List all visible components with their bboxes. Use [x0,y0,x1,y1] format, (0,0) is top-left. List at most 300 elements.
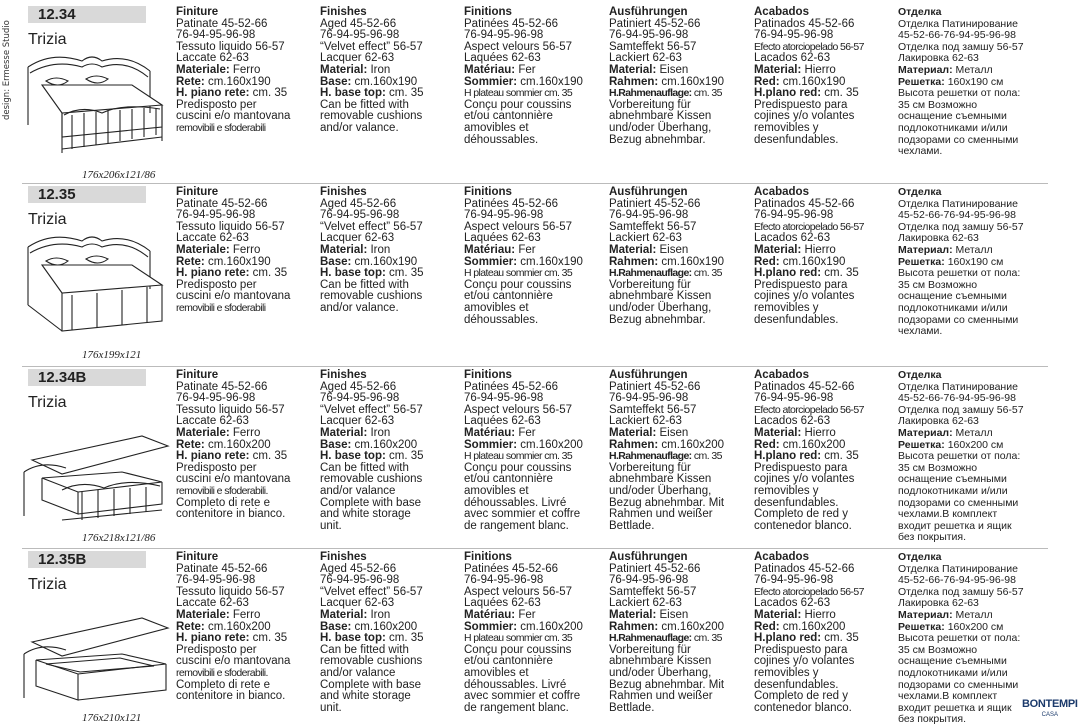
spec-line: 76-94-95-96-98 [609,392,689,405]
spec-line: 76-94-95-96-98 [754,209,834,222]
spec-line: und/oder Überhang, [609,301,712,314]
brand-sub: CASA [1041,712,1058,718]
spec-line: H. base top: cm. 35 [320,632,424,645]
spec-line: Red: cm.160x190 [754,255,846,268]
spec-line: Tessuto liquido 56-57 [176,40,285,53]
spec-line: Patinées 45-52-66 [464,17,558,30]
spec-line: Rete: cm.160x190 [176,255,271,268]
spec-line: оснащение съемными [898,473,1007,486]
spec-line: Lacquer 62-63 [320,52,395,65]
spec-line: removable cushions [320,290,423,303]
spec-line: cojines y/o volantes [754,473,855,486]
spec-line: 76-94-95-96-98 [464,29,544,42]
col-english [320,552,462,714]
spec-line: and white storage [320,508,411,521]
col-russian [898,370,1048,544]
spec-line: cojines y/o volantes [754,110,855,123]
spec-line: déhoussables. [464,313,539,326]
col-english [320,370,462,532]
spec-line: Lacquer 62-63 [320,597,395,610]
spec-line: Laccate 62-63 [176,52,249,65]
spec-line: Laccate 62-63 [176,232,249,245]
spec-line: 76-94-95-96-98 [464,392,544,405]
spec-line: “Velvet effect” 56-57 [320,403,423,416]
dimensions: 176x206x121/86 [82,169,156,181]
spec-line: Vorbereitung für [609,643,691,656]
spec-header: Acabados [754,369,809,381]
spec-line: Base: cm.160x190 [320,75,418,88]
spec-header: Finitions [464,551,512,563]
product-row [22,548,1048,726]
spec-line: Predisposto per [176,278,257,291]
spec-line: Материал: Металл [898,63,993,76]
spec-line: оснащение съемными [898,290,1007,303]
col-french [464,552,606,714]
spec-line: подзорами со сменными [898,678,1019,691]
spec-line: H.Rahmenauflage: cm. 35 [609,267,722,280]
spec-line: Lackiert 62-63 [609,232,682,245]
spec-line: H.plano red: cm. 35 [754,87,859,100]
spec-header: Ausführungen [609,6,688,18]
spec-line: Высота решетки от пола: [898,632,1021,645]
spec-line: Efecto atorciopelado 56-57 [754,403,864,416]
spec-line: 76-94-95-96-98 [320,209,400,222]
spec-line: abnehmbare Kissen [609,655,712,668]
spec-line: 45-52-66-76-94-95-96-98 [898,29,1016,42]
spec-header: Ausführungen [609,186,688,198]
spec-line: Completo di rete e [176,678,270,691]
spec-line: Решетка: 160x200 см [898,620,1004,633]
bed-illustration [22,416,172,526]
spec-line: Лакировка 62-63 [898,415,979,428]
spec-line: removable cushions [320,473,423,486]
spec-line: déhoussables. Livré [464,496,567,509]
col-italian [176,552,318,703]
spec-line: und/oder Überhang, [609,484,712,497]
spec-line: Лакировка 62-63 [898,52,979,65]
brand-logo [1022,694,1078,718]
spec-line: Red: cm.160x190 [754,75,846,88]
row-divider [22,548,1048,549]
col-spanish [754,7,896,146]
spec-line: et/ou cantonnière [464,655,553,668]
spec-line: amovibles et [464,121,529,134]
spec-line: Red: cm.160x200 [754,438,846,451]
spec-line: Patinate 45-52-66 [176,380,268,393]
spec-header: Отделка [898,6,942,18]
spec-line: Completo de red y [754,508,848,521]
spec-line: removibles y [754,666,819,679]
spec-line: Conçu pour coussins [464,98,572,111]
spec-line: без покрытия. [898,713,967,726]
col-french [464,187,606,326]
spec-line: Base: cm.160x200 [320,620,418,633]
spec-line: подлокотниками и/или [898,666,1008,679]
spec-line: Rahmen und weißer [609,690,713,703]
col-german [609,370,751,532]
spec-line: Lacados 62-63 [754,597,831,610]
spec-line: and/or valance [320,484,396,497]
spec-line: Laccate 62-63 [176,415,249,428]
spec-header: Finiture [176,186,219,198]
spec-line: Patinados 45-52-66 [754,380,855,393]
spec-line: Laquées 62-63 [464,232,541,245]
spec-line: déhoussables. Livré [464,678,567,691]
spec-line: Samteffekt 56-57 [609,403,697,416]
col-spanish [754,552,896,714]
spec-line: Predispuesto para [754,461,848,474]
col-french [464,370,606,532]
spec-line: Predisposto per [176,643,257,656]
spec-line: чехлами. [898,145,943,158]
spec-line: Matériau: Fer [464,426,536,439]
col-russian [898,7,1048,158]
spec-line: und/oder Überhang, [609,121,712,134]
spec-line: Tessuto liquido 56-57 [176,403,285,416]
spec-line: 76-94-95-96-98 [464,574,544,587]
spec-line: desenfundables. [754,678,839,691]
spec-line: unit. [320,701,342,714]
spec-line: Complete with base [320,678,421,691]
spec-line: Rahmen: cm.160x200 [609,438,725,451]
spec-line: 35 см Возможно [898,278,978,291]
spec-header: Отделка [898,369,942,381]
spec-line: оснащение съемными [898,110,1007,123]
spec-line: cuscini e/o mantovana [176,473,291,486]
spec-line: unit. [320,519,342,532]
dimensions: 176x210x121 [82,712,142,724]
spec-line: Samteffekt 56-57 [609,585,697,598]
spec-line: Conçu pour coussins [464,461,572,474]
product-code: 12.34 [28,6,146,23]
spec-line: contenitore in bianco. [176,690,286,703]
spec-line: Vorbereitung für [609,278,691,291]
spec-line: Patinées 45-52-66 [464,197,558,210]
col-german [609,7,751,146]
spec-line: Samteffekt 56-57 [609,40,697,53]
spec-line: входит решетка и ящик [898,519,1012,532]
spec-line: Material: Iron [320,426,391,439]
spec-line: Material: Iron [320,243,391,256]
product-code: 12.34B [28,369,146,386]
spec-header: Finishes [320,6,367,18]
spec-line: Материал: Металл [898,243,993,256]
spec-line: 76-94-95-96-98 [320,392,400,405]
spec-line: Efecto atorciopelado 56-57 [754,585,864,598]
spec-line: Conçu pour coussins [464,278,572,291]
spec-line: Samteffekt 56-57 [609,220,697,233]
spec-line: Aged 45-52-66 [320,197,397,210]
spec-line: amovibles et [464,301,529,314]
spec-line: Высота решетки от пола: [898,267,1021,280]
spec-line: Patiniert 45-52-66 [609,562,701,575]
spec-line: Лакировка 62-63 [898,597,979,610]
spec-header: Finishes [320,186,367,198]
spec-line: H plateau sommier cm. 35 [464,267,573,280]
spec-line: Rete: cm.160x190 [176,75,271,88]
spec-line: Matériau: Fer [464,608,536,621]
spec-line: Patinées 45-52-66 [464,380,558,393]
spec-line: cojines y/o volantes [754,290,855,303]
spec-line: Решетка: 160x190 см [898,255,1004,268]
product-row [22,3,1048,181]
spec-line: Material: Hierro [754,63,836,76]
spec-line: 76-94-95-96-98 [609,574,689,587]
spec-line: H.plano red: cm. 35 [754,632,859,645]
spec-header: Acabados [754,551,809,563]
spec-line: Материал: Металл [898,426,993,439]
spec-line: Bettlade. [609,519,655,532]
spec-line: Sommier: cm.160x200 [464,620,583,633]
spec-line: 76-94-95-96-98 [176,209,256,222]
spec-line: Patinados 45-52-66 [754,562,855,575]
spec-line: Aged 45-52-66 [320,380,397,393]
spec-line: H plateau sommier cm. 35 [464,450,573,463]
spec-line: подзорами со сменными [898,313,1019,326]
spec-line: removable cushions [320,655,423,668]
spec-line: de rangement blanc. [464,701,569,714]
spec-line: Lacquer 62-63 [320,415,395,428]
spec-line: чехлами. [898,325,943,338]
spec-line: Lackiert 62-63 [609,52,682,65]
spec-line: Patinate 45-52-66 [176,197,268,210]
spec-line: подлокотниками и/или [898,121,1008,134]
spec-line: Complete with base [320,496,421,509]
spec-line: Predispuesto para [754,643,848,656]
model-name: Trizia [28,576,67,593]
spec-header: Finishes [320,551,367,563]
spec-line: removibles y [754,484,819,497]
spec-line: Решетка: 160x200 см [898,438,1004,451]
spec-line: Completo de red y [754,690,848,703]
col-spanish [754,187,896,326]
spec-line: Bezug abnehmbar. [609,133,706,146]
col-german [609,187,751,326]
spec-line: Tessuto liquido 56-57 [176,220,285,233]
spec-line: Laquées 62-63 [464,597,541,610]
spec-line: Rete: cm.160x200 [176,620,271,633]
spec-line: Aspect velours 56-57 [464,40,573,53]
brand-name: BONTEMPI [1022,698,1078,710]
col-english [320,187,462,315]
spec-line: Patinées 45-52-66 [464,562,558,575]
spec-line: Lacados 62-63 [754,232,831,245]
spec-line: Materiale: Ferro [176,63,261,76]
spec-line: Patiniert 45-52-66 [609,380,701,393]
col-german [609,552,751,714]
spec-line: Patinados 45-52-66 [754,17,855,30]
spec-line: Лакировка 62-63 [898,232,979,245]
spec-line: Vorbereitung für [609,461,691,474]
spec-header: Ausführungen [609,369,688,381]
spec-line: 76-94-95-96-98 [176,392,256,405]
bed-illustration [22,233,172,343]
spec-line: Lacquer 62-63 [320,232,395,245]
spec-line: Bezug abnehmbar. Mit [609,678,725,691]
spec-line: Material: Hierro [754,243,836,256]
spec-line: Lacados 62-63 [754,52,831,65]
spec-header: Finitions [464,186,512,198]
spec-line: Conçu pour coussins [464,643,572,656]
spec-line: desenfundables. [754,133,839,146]
spec-header: Finiture [176,369,219,381]
spec-header: Finitions [464,369,512,381]
spec-line: 76-94-95-96-98 [320,574,400,587]
spec-line: abnehmbare Kissen [609,110,712,123]
spec-header: Ausführungen [609,551,688,563]
spec-line: чехлами.В комплект [898,508,998,521]
col-italian [176,187,318,315]
spec-line: 76-94-95-96-98 [176,574,256,587]
spec-line: contenedor blanco. [754,701,852,714]
spec-line: und/oder Überhang, [609,666,712,679]
spec-line: H. piano rete: cm. 35 [176,450,288,463]
spec-line: Patinate 45-52-66 [176,17,268,30]
spec-header: Finiture [176,6,219,18]
spec-line: and/or valance [320,666,396,679]
col-italian [176,7,318,135]
col-russian [898,187,1048,338]
spec-line: desenfundables. [754,313,839,326]
spec-line: Predispuesto para [754,98,848,111]
spec-line: оснащение съемными [898,655,1007,668]
spec-line: Bezug abnehmbar. [609,313,706,326]
spec-line: Высота решетки от пола: [898,450,1021,463]
spec-line: Отделка Патинирование [898,562,1018,575]
spec-line: “Velvet effect” 56-57 [320,585,423,598]
spec-line: Vorbereitung für [609,98,691,111]
spec-line: H plateau sommier cm. 35 [464,632,573,645]
spec-line: removibles y [754,121,819,134]
spec-line: подзорами со сменными [898,496,1019,509]
spec-line: Base: cm.160x200 [320,438,418,451]
col-english [320,7,462,135]
dimensions: 176x218x121/86 [82,532,156,544]
spec-line: Laquées 62-63 [464,52,541,65]
spec-line: Materiale: Ferro [176,243,261,256]
spec-line: Predisposto per [176,98,257,111]
product-row [22,183,1048,363]
model-name: Trizia [28,394,67,411]
spec-line: removibili e sfoderabili [176,301,266,314]
spec-line: Отделка Патинирование [898,197,1018,210]
spec-line: H. piano rete: cm. 35 [176,87,288,100]
spec-line: H.Rahmenauflage: cm. 35 [609,450,722,463]
spec-line: Can be fitted with [320,461,409,474]
spec-line: Material: Eisen [609,63,689,76]
spec-line: H. base top: cm. 35 [320,450,424,463]
spec-line: Can be fitted with [320,643,409,656]
spec-line: Отделка под замшу 56-57 [898,40,1024,53]
spec-line: cuscini e/o mantovana [176,655,291,668]
spec-line: desenfundables. [754,496,839,509]
spec-header: Отделка [898,186,942,198]
spec-line: Matériau: Fer [464,63,536,76]
spec-line: Lackiert 62-63 [609,597,682,610]
spec-line: Matériau: Fer [464,243,536,256]
spec-line: Отделка под замшу 56-57 [898,585,1024,598]
col-french [464,7,606,146]
spec-line: 76-94-95-96-98 [320,29,400,42]
spec-line: Отделка под замшу 56-57 [898,220,1024,233]
spec-line: abnehmbare Kissen [609,473,712,486]
spec-line: contenedor blanco. [754,519,852,532]
spec-line: Rahmen: cm.160x200 [609,620,725,633]
spec-line: contenitore in bianco. [176,508,286,521]
product-code: 12.35 [28,186,146,203]
spec-line: Material: Hierro [754,608,836,621]
spec-line: 45-52-66-76-94-95-96-98 [898,392,1016,405]
spec-line: 76-94-95-96-98 [754,574,834,587]
spec-line: чехлами.В комплект [898,690,998,703]
spec-line: “Velvet effect” 56-57 [320,220,423,233]
spec-line: Predisposto per [176,461,257,474]
spec-line: H. piano rete: cm. 35 [176,267,288,280]
spec-line: Material: Eisen [609,426,689,439]
spec-line: “Velvet effect” 56-57 [320,40,423,53]
spec-header: Отделка [898,551,942,563]
spec-line: 35 см Возможно [898,98,978,111]
spec-line: Efecto atorciopelado 56-57 [754,40,864,53]
spec-header: Finitions [464,6,512,18]
spec-line: Bettlade. [609,701,655,714]
spec-line: подлокотниками и/или [898,484,1008,497]
bed-illustration [22,53,172,163]
spec-line: de rangement blanc. [464,519,569,532]
col-italian [176,370,318,521]
spec-line: Rahmen: cm.160x190 [609,255,725,268]
spec-line: Base: cm.160x190 [320,255,418,268]
spec-line: Red: cm.160x200 [754,620,846,633]
spec-header: Finishes [320,369,367,381]
spec-line: 76-94-95-96-98 [754,392,834,405]
spec-line: Отделка Патинирование [898,17,1018,30]
spec-line: cuscini e/o mantovana [176,110,291,123]
spec-line: 76-94-95-96-98 [609,29,689,42]
spec-line: Materiale: Ferro [176,608,261,621]
spec-line: 76-94-95-96-98 [464,209,544,222]
model-name: Trizia [28,211,67,228]
spec-line: abnehmbare Kissen [609,290,712,303]
spec-line: Predispuesto para [754,278,848,291]
spec-line: Lacados 62-63 [754,415,831,428]
spec-line: et/ou cantonnière [464,473,553,486]
spec-line: Materiale: Ferro [176,426,261,439]
col-spanish [754,370,896,532]
spec-line: 76-94-95-96-98 [609,209,689,222]
spec-line: Material: Iron [320,608,391,621]
spec-line: and/or valance. [320,301,399,314]
spec-line: Материал: Металл [898,608,993,621]
spec-line: Patinate 45-52-66 [176,562,268,575]
spec-line: 76-94-95-96-98 [754,29,834,42]
spec-line: Решетка: 160x190 см [898,75,1004,88]
spec-line: cojines y/o volantes [754,655,855,668]
spec-line: 35 см Возможно [898,643,978,656]
spec-line: removibili e sfoderabili. [176,666,268,679]
spec-line: Patiniert 45-52-66 [609,17,701,30]
spec-line: Rahmen: cm.160x190 [609,75,725,88]
row-divider [22,183,1048,184]
spec-line: avec sommier et coffre [464,508,581,521]
spec-line: Bezug abnehmbar. Mit [609,496,725,509]
spec-line: Rete: cm.160x200 [176,438,271,451]
spec-line: déhoussables. [464,133,539,146]
spec-line: 35 см Возможно [898,461,978,474]
design-credit: design: Ermesse Studio [2,20,12,120]
spec-line: and/or valance. [320,121,399,134]
spec-line: 76-94-95-96-98 [176,29,256,42]
